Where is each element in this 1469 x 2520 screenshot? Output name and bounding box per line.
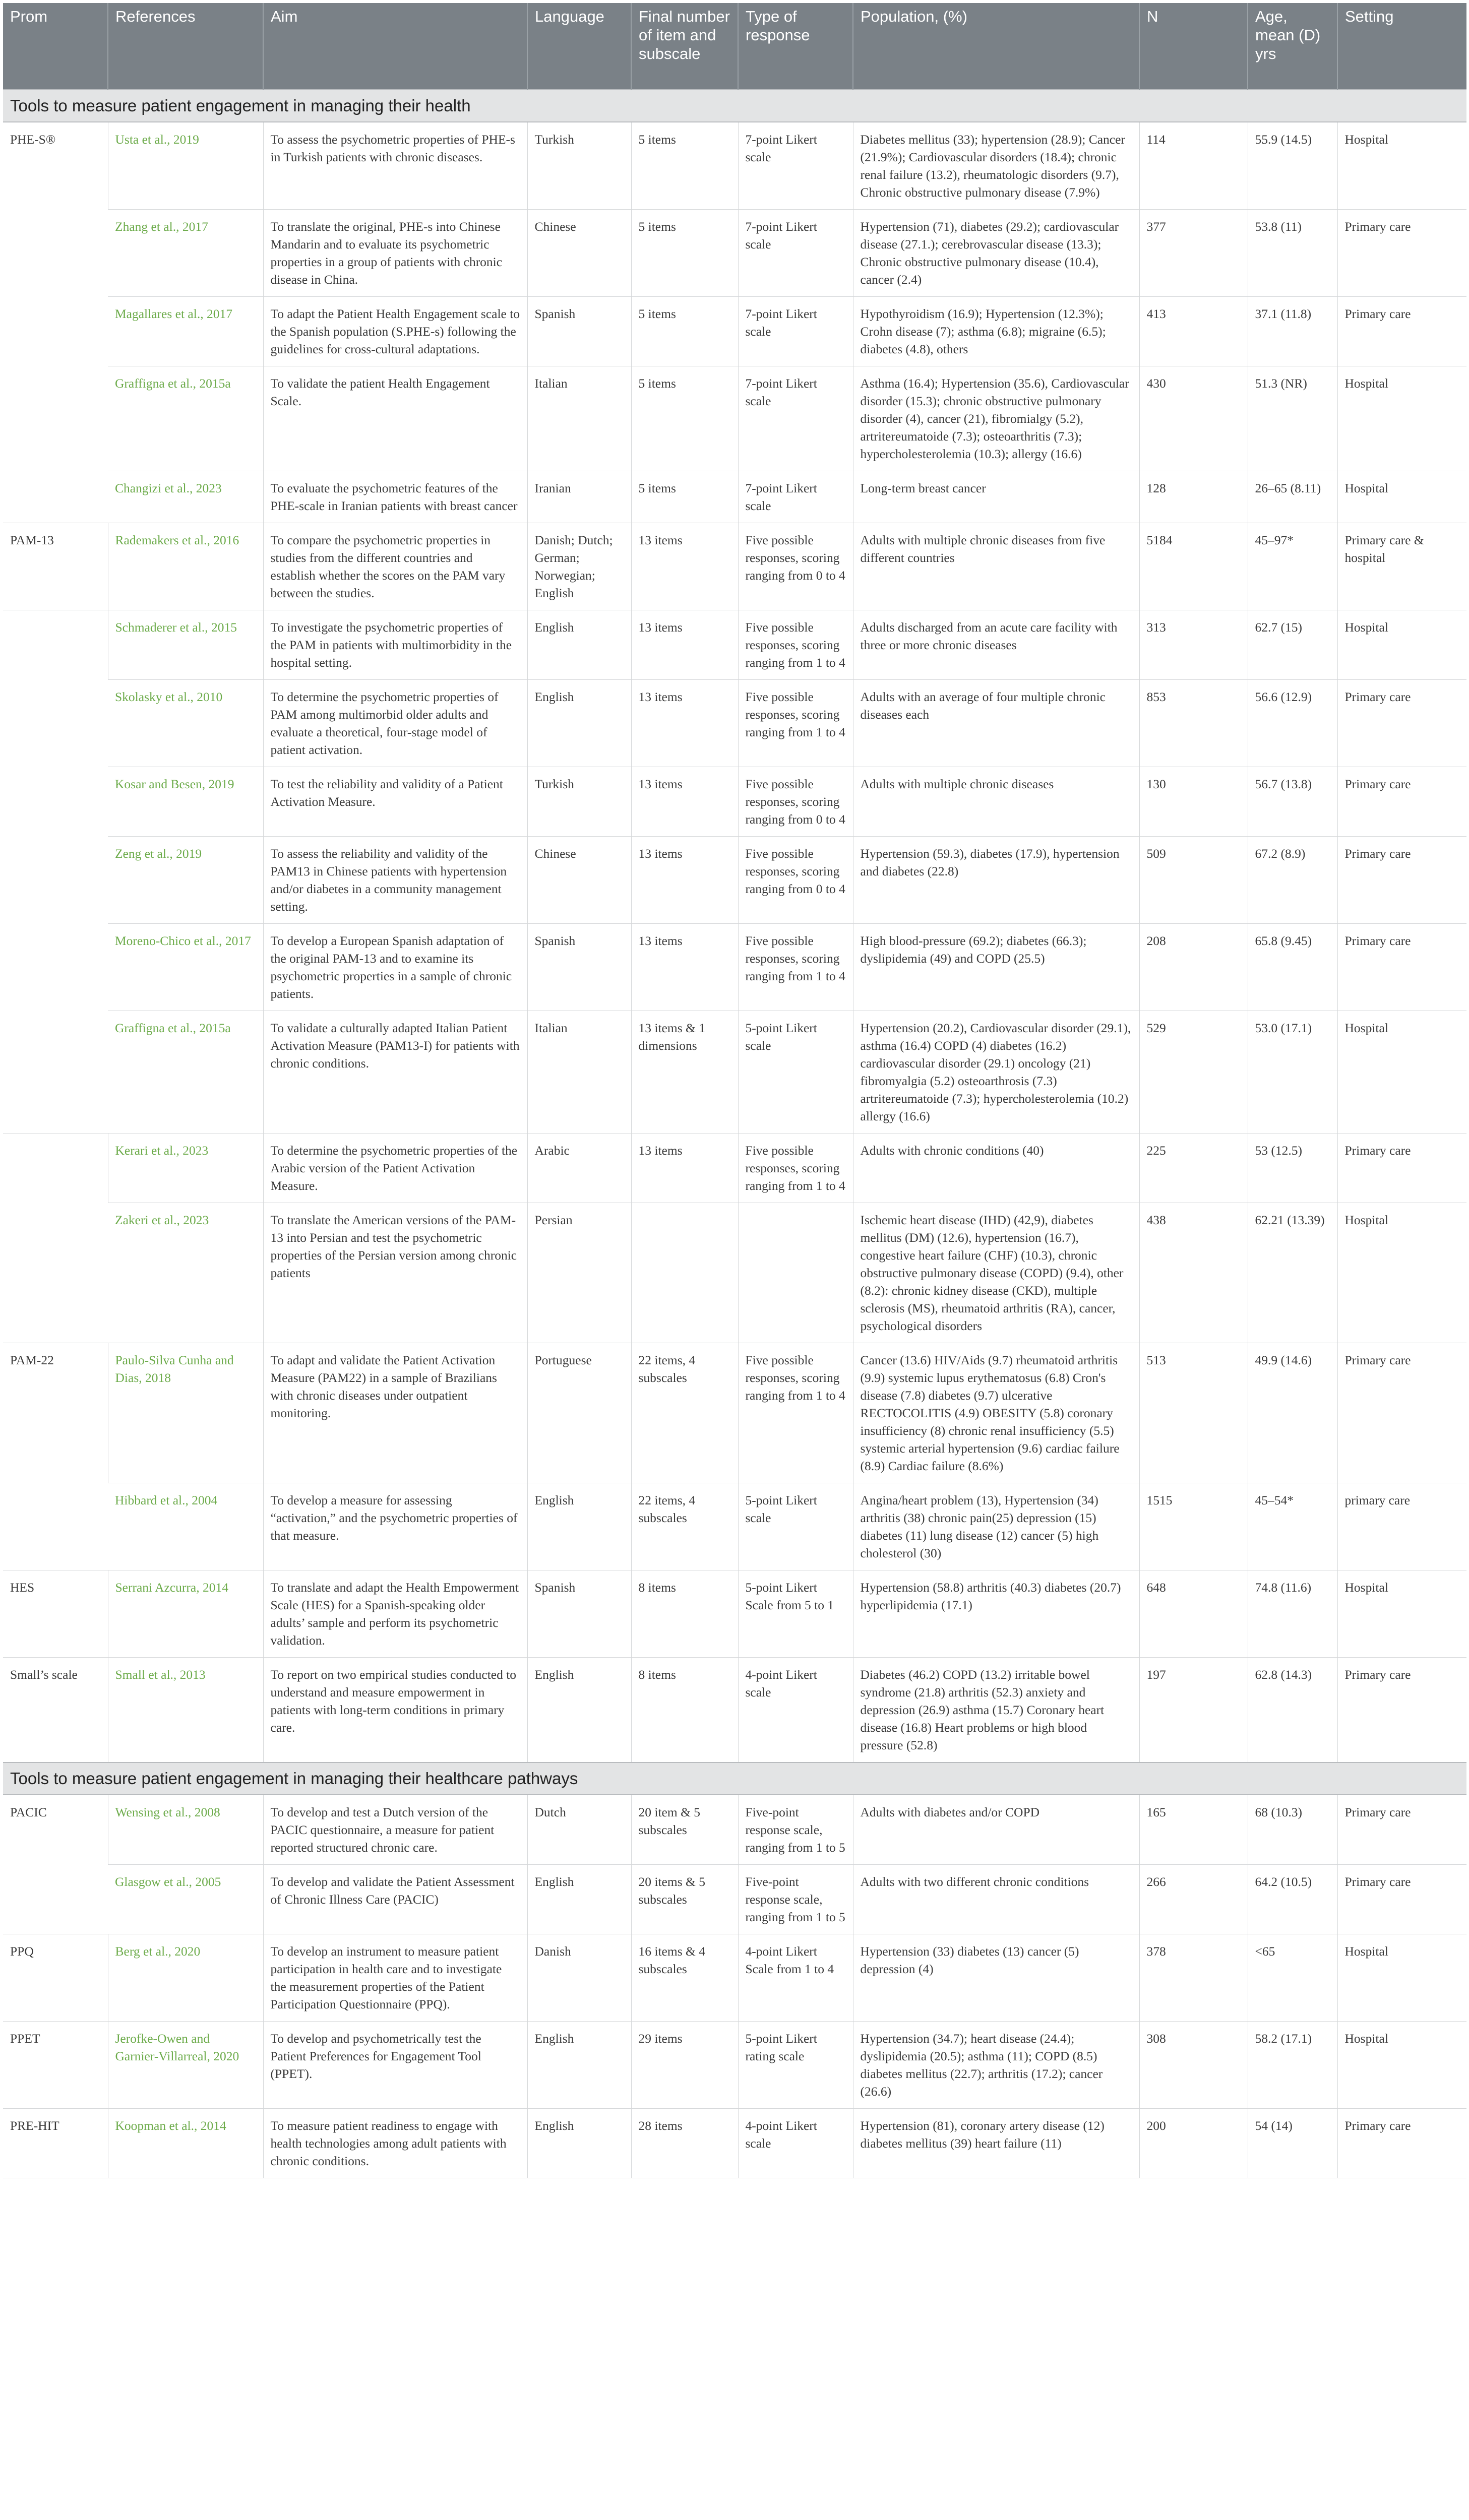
- population-cell: Adults with multiple chronic diseases: [853, 767, 1139, 837]
- response-type-cell: 5-point Likert scale: [738, 1011, 853, 1133]
- table-row: [3, 1203, 1466, 1343]
- language-cell: Portuguese: [527, 1343, 631, 1483]
- response-type-cell: 4-point Likert Scale from 1 to 4: [738, 1934, 853, 2022]
- section-title: Tools to measure patient engagement in managing their healthcare pathways: [3, 1762, 1466, 1795]
- reference-cell[interactable]: Zeng et al., 2019: [108, 837, 263, 924]
- response-type-cell: Five possible responses, scoring ranging from 0 to 4: [738, 837, 853, 924]
- n-cell: 200: [1139, 2109, 1248, 2178]
- language-cell: Chinese: [527, 837, 631, 924]
- n-cell: 513: [1139, 1343, 1248, 1483]
- age-cell: 56.7 (13.8): [1248, 767, 1337, 837]
- age-cell: 74.8 (11.6): [1248, 1570, 1337, 1658]
- age-cell: 67.2 (8.9): [1248, 837, 1337, 924]
- n-cell: 853: [1139, 680, 1248, 767]
- reference-cell[interactable]: Glasgow et al., 2005: [108, 1865, 263, 1934]
- reference-cell[interactable]: Zhang et al., 2017: [108, 210, 263, 297]
- table-row: [3, 210, 1466, 297]
- prom-cell: HES: [3, 1570, 108, 1658]
- age-cell: <65: [1248, 1934, 1337, 2022]
- aim-cell: To adapt the Patient Health Engagement scale to the Spanish population (S.PHE-s) following the guidelines for cross-cultural adaptations.: [263, 297, 527, 366]
- header-n: N: [1139, 3, 1248, 90]
- table-row: [3, 1570, 1466, 1658]
- header-items: Final number of item and subscale: [631, 3, 738, 90]
- setting-cell: Hospital: [1337, 1570, 1466, 1658]
- setting-cell: Primary care: [1337, 1795, 1466, 1865]
- reference-cell[interactable]: Hibbard et al., 2004: [108, 1483, 263, 1570]
- response-type-cell: [738, 1203, 853, 1343]
- setting-cell: Hospital: [1337, 122, 1466, 210]
- reference-cell[interactable]: Moreno-Chico et al., 2017: [108, 924, 263, 1011]
- setting-cell: Primary care: [1337, 1133, 1466, 1203]
- population-cell: Adults with diabetes and/or COPD: [853, 1795, 1139, 1865]
- items-cell: 13 items: [631, 523, 738, 610]
- aim-cell: To measure patient readiness to engage with health technologies among adult patients with chronic conditions.: [263, 2109, 527, 2178]
- prom-cell: PHE-S®: [3, 122, 108, 523]
- n-cell: 313: [1139, 610, 1248, 680]
- items-cell: 13 items: [631, 767, 738, 837]
- prom-cell: [3, 1133, 108, 1343]
- aim-cell: To assess the psychometric properties of PHE-s in Turkish patients with chronic diseases.: [263, 122, 527, 210]
- age-cell: 53.0 (17.1): [1248, 1011, 1337, 1133]
- table-row: [3, 924, 1466, 1011]
- aim-cell: To report on two empirical studies conducted to understand and measure empowerment in patients with long-term conditions in primary care.: [263, 1658, 527, 1763]
- language-cell: English: [527, 1865, 631, 1934]
- age-cell: 55.9 (14.5): [1248, 122, 1337, 210]
- language-cell: Italian: [527, 1011, 631, 1133]
- age-cell: 54 (14): [1248, 2109, 1337, 2178]
- items-cell: 20 items & 5 subscales: [631, 1865, 738, 1934]
- aim-cell: To develop and validate the Patient Assessment of Chronic Illness Care (PACIC): [263, 1865, 527, 1934]
- items-cell: [631, 1203, 738, 1343]
- reference-cell[interactable]: Usta et al., 2019: [108, 122, 263, 210]
- items-cell: 20 item & 5 subscales: [631, 1795, 738, 1865]
- prom-cell: PRE-HIT: [3, 2109, 108, 2178]
- reference-cell[interactable]: Skolasky et al., 2010: [108, 680, 263, 767]
- age-cell: 53 (12.5): [1248, 1133, 1337, 1203]
- language-cell: Spanish: [527, 1570, 631, 1658]
- reference-cell[interactable]: Rademakers et al., 2016: [108, 523, 263, 610]
- aim-cell: To develop a measure for assessing “activation,” and the psychometric properties of that measure.: [263, 1483, 527, 1570]
- reference-cell[interactable]: Schmaderer et al., 2015: [108, 610, 263, 680]
- response-type-cell: 7-point Likert scale: [738, 366, 853, 471]
- population-cell: Adults with multiple chronic diseases from five different countries: [853, 523, 1139, 610]
- language-cell: Italian: [527, 366, 631, 471]
- response-type-cell: Five possible responses, scoring ranging from 0 to 4: [738, 767, 853, 837]
- population-cell: Diabetes mellitus (33); hypertension (28.9); Cancer (21.9%); Cardiovascular disorders (18.4); chronic renal failure (13.2), rheumatologic disorders (9.7), Chronic obstructive pulmonary disease (7.9%): [853, 122, 1139, 210]
- response-type-cell: Five possible responses, scoring ranging from 0 to 4: [738, 523, 853, 610]
- n-cell: 197: [1139, 1658, 1248, 1763]
- items-cell: 5 items: [631, 210, 738, 297]
- setting-cell: Primary care: [1337, 837, 1466, 924]
- n-cell: 308: [1139, 2022, 1248, 2109]
- items-cell: 29 items: [631, 2022, 738, 2109]
- population-cell: Hypertension (59.3), diabetes (17.9), hypertension and diabetes (22.8): [853, 837, 1139, 924]
- reference-cell[interactable]: Wensing et al., 2008: [108, 1795, 263, 1865]
- items-cell: 8 items: [631, 1570, 738, 1658]
- age-cell: 64.2 (10.5): [1248, 1865, 1337, 1934]
- aim-cell: To translate the original, PHE-s into Chinese Mandarin and to evaluate its psychometric properties in a group of patients with chronic disease in China.: [263, 210, 527, 297]
- setting-cell: Primary care: [1337, 1865, 1466, 1934]
- setting-cell: Primary care: [1337, 680, 1466, 767]
- engagement-tools-table: [3, 3, 1466, 2178]
- prom-cell: PACIC: [3, 1795, 108, 1934]
- n-cell: 266: [1139, 1865, 1248, 1934]
- language-cell: Danish; Dutch; German; Norwegian; English: [527, 523, 631, 610]
- table-row: [3, 1795, 1466, 1865]
- items-cell: 5 items: [631, 471, 738, 523]
- response-type-cell: Five-point response scale, ranging from 1 to 5: [738, 1865, 853, 1934]
- table-row: [3, 122, 1466, 210]
- items-cell: 13 items: [631, 924, 738, 1011]
- aim-cell: To determine the psychometric properties of the Arabic version of the Patient Activation Measure.: [263, 1133, 527, 1203]
- age-cell: 49.9 (14.6): [1248, 1343, 1337, 1483]
- reference-cell[interactable]: Changizi et al., 2023: [108, 471, 263, 523]
- items-cell: 13 items: [631, 1133, 738, 1203]
- population-cell: Hypertension (33) diabetes (13) cancer (5) depression (4): [853, 1934, 1139, 2022]
- header-language: Language: [527, 3, 631, 90]
- setting-cell: Primary care: [1337, 767, 1466, 837]
- aim-cell: To develop and psychometrically test the Patient Preferences for Engagement Tool (PPET).: [263, 2022, 527, 2109]
- table-row: [3, 297, 1466, 366]
- table-row: [3, 2109, 1466, 2178]
- setting-cell: Hospital: [1337, 471, 1466, 523]
- n-cell: 1515: [1139, 1483, 1248, 1570]
- population-cell: Hypothyroidism (16.9); Hypertension (12.3%); Crohn disease (7); asthma (6.8); migraine (6.5); diabetes (4.8), others: [853, 297, 1139, 366]
- n-cell: 648: [1139, 1570, 1248, 1658]
- table-row: [3, 1133, 1466, 1203]
- n-cell: 529: [1139, 1011, 1248, 1133]
- items-cell: 22 items, 4 subscales: [631, 1343, 738, 1483]
- response-type-cell: 7-point Likert scale: [738, 210, 853, 297]
- aim-cell: To assess the reliability and validity of the PAM13 in Chinese patients with hypertension and/or diabetes in a community management setting.: [263, 837, 527, 924]
- response-type-cell: 5-point Likert scale: [738, 1483, 853, 1570]
- aim-cell: To develop and test a Dutch version of the PACIC questionnaire, a measure for patient reported structured chronic care.: [263, 1795, 527, 1865]
- table-row: [3, 1865, 1466, 1934]
- age-cell: 37.1 (11.8): [1248, 297, 1337, 366]
- age-cell: 45–97*: [1248, 523, 1337, 610]
- table-row: [3, 610, 1466, 680]
- aim-cell: To test the reliability and validity of a Patient Activation Measure.: [263, 767, 527, 837]
- header-prom: Prom: [3, 3, 108, 90]
- population-cell: Long-term breast cancer: [853, 471, 1139, 523]
- population-cell: Adults with chronic conditions (40): [853, 1133, 1139, 1203]
- n-cell: 128: [1139, 471, 1248, 523]
- prom-cell: PAM-22: [3, 1343, 108, 1570]
- response-type-cell: 5-point Likert Scale from 5 to 1: [738, 1570, 853, 1658]
- language-cell: Turkish: [527, 122, 631, 210]
- prom-cell: [3, 610, 108, 1133]
- language-cell: Spanish: [527, 924, 631, 1011]
- age-cell: 68 (10.3): [1248, 1795, 1337, 1865]
- setting-cell: Primary care & hospital: [1337, 523, 1466, 610]
- population-cell: Hypertension (20.2), Cardiovascular disorder (29.1), asthma (16.4) COPD (4) diabetes (16.2) cardiovascular disorder (29.1) oncology (21) fibromyalgia (5.2) osteoarthrosis (7.3) artritereumatoide (7.3); hypercholesterolemia (10.2) allergy (16.6): [853, 1011, 1139, 1133]
- age-cell: 45–54*: [1248, 1483, 1337, 1570]
- table-row: [3, 837, 1466, 924]
- language-cell: Turkish: [527, 767, 631, 837]
- prom-cell: Small’s scale: [3, 1658, 108, 1763]
- reference-cell[interactable]: Kerari et al., 2023: [108, 1133, 263, 1203]
- prom-cell: PPQ: [3, 1934, 108, 2022]
- header-age: Age, mean (D) yrs: [1248, 3, 1337, 90]
- table-row: [3, 2022, 1466, 2109]
- table-row: [3, 1658, 1466, 1763]
- n-cell: 509: [1139, 837, 1248, 924]
- reference-cell[interactable]: Jerofke-Owen and Garnier-Villarreal, 2020: [108, 2022, 263, 2109]
- items-cell: 8 items: [631, 1658, 738, 1763]
- setting-cell: Hospital: [1337, 2022, 1466, 2109]
- section-header-row: [3, 1762, 1466, 1795]
- table-row: [3, 680, 1466, 767]
- language-cell: Dutch: [527, 1795, 631, 1865]
- aim-cell: To validate a culturally adapted Italian Patient Activation Measure (PAM13-I) for patients with chronic conditions.: [263, 1011, 527, 1133]
- reference-cell[interactable]: Paulo-Silva Cunha and Dias, 2018: [108, 1343, 263, 1483]
- table-header-row: [3, 3, 1466, 90]
- population-cell: Hypertension (81), coronary artery disease (12) diabetes mellitus (39) heart failure (11): [853, 2109, 1139, 2178]
- population-cell: Angina/heart problem (13), Hypertension (34) arthritis (38) chronic pain(25) depression (15) diabetes (11) lung disease (12) cancer (5) high cholesterol (30): [853, 1483, 1139, 1570]
- setting-cell: primary care: [1337, 1483, 1466, 1570]
- header-setting: Setting: [1337, 3, 1466, 90]
- aim-cell: To translate and adapt the Health Empowerment Scale (HES) for a Spanish-speaking older adults’ sample and perform its psychometric validation.: [263, 1570, 527, 1658]
- header-response: Type of response: [738, 3, 853, 90]
- language-cell: English: [527, 2022, 631, 2109]
- n-cell: 413: [1139, 297, 1248, 366]
- response-type-cell: Five possible responses, scoring ranging from 1 to 4: [738, 680, 853, 767]
- language-cell: Arabic: [527, 1133, 631, 1203]
- header-references: References: [108, 3, 263, 90]
- n-cell: 378: [1139, 1934, 1248, 2022]
- reference-cell[interactable]: Kosar and Besen, 2019: [108, 767, 263, 837]
- response-type-cell: Five-point response scale, ranging from 1 to 5: [738, 1795, 853, 1865]
- response-type-cell: Five possible responses, scoring ranging from 1 to 4: [738, 924, 853, 1011]
- section-title: Tools to measure patient engagement in managing their health: [3, 90, 1466, 122]
- population-cell: Hypertension (34.7); heart disease (24.4); dyslipidemia (20.5); asthma (11); COPD (8.5) diabetes mellitus (22.7); arthritis (17.2); cancer (26.6): [853, 2022, 1139, 2109]
- aim-cell: To develop an instrument to measure patient participation in health care and to investigate the measurement properties of the Patient Participation Questionnaire (PPQ).: [263, 1934, 527, 2022]
- aim-cell: To develop a European Spanish adaptation of the original PAM-13 and to examine its psychometric properties in a sample of chronic patients.: [263, 924, 527, 1011]
- reference-cell[interactable]: Zakeri et al., 2023: [108, 1203, 263, 1343]
- items-cell: 22 items, 4 subscales: [631, 1483, 738, 1570]
- items-cell: 5 items: [631, 122, 738, 210]
- n-cell: 438: [1139, 1203, 1248, 1343]
- age-cell: 58.2 (17.1): [1248, 2022, 1337, 2109]
- reference-cell[interactable]: Graffigna et al., 2015a: [108, 1011, 263, 1133]
- n-cell: 165: [1139, 1795, 1248, 1865]
- reference-cell[interactable]: Graffigna et al., 2015a: [108, 366, 263, 471]
- header-population: Population, (%): [853, 3, 1139, 90]
- aim-cell: To investigate the psychometric properties of the PAM in patients with multimorbidity in the hospital setting.: [263, 610, 527, 680]
- aim-cell: To validate the patient Health Engagement Scale.: [263, 366, 527, 471]
- setting-cell: Primary care: [1337, 2109, 1466, 2178]
- language-cell: English: [527, 610, 631, 680]
- setting-cell: Primary care: [1337, 1658, 1466, 1763]
- reference-cell[interactable]: Serrani Azcurra, 2014: [108, 1570, 263, 1658]
- aim-cell: To translate the American versions of the PAM-13 into Persian and test the psychometric properties of the Persian version among chronic patients: [263, 1203, 527, 1343]
- items-cell: 13 items: [631, 837, 738, 924]
- age-cell: 26–65 (8.11): [1248, 471, 1337, 523]
- response-type-cell: Five possible responses, scoring ranging from 1 to 4: [738, 1343, 853, 1483]
- section-header-row: [3, 90, 1466, 122]
- table-row: [3, 767, 1466, 837]
- language-cell: Iranian: [527, 471, 631, 523]
- table-body: [3, 90, 1466, 2178]
- population-cell: Cancer (13.6) HIV/Aids (9.7) rheumatoid arthritis (9.9) systemic lupus erythematosus (6.8) Cron's disease (7.8) diabetes (9.7) ulcerative RECTOCOLITIS (4.9) OBESITY (5.8) coronary insufficiency (8) chronic renal insufficiency (5.5) systemic arterial hypertension (9.6) cardiac failure (8.9) Cardiac failure (8.6%): [853, 1343, 1139, 1483]
- table-row: [3, 1934, 1466, 2022]
- response-type-cell: 5-point Likert rating scale: [738, 2022, 853, 2109]
- n-cell: 5184: [1139, 523, 1248, 610]
- setting-cell: Hospital: [1337, 1203, 1466, 1343]
- response-type-cell: 7-point Likert scale: [738, 297, 853, 366]
- aim-cell: To determine the psychometric properties of PAM among multimorbid older adults and evaluate a theoretical, four-stage model of patient activation.: [263, 680, 527, 767]
- setting-cell: Hospital: [1337, 610, 1466, 680]
- aim-cell: To adapt and validate the Patient Activation Measure (PAM22) in a sample of Brazilians with chronic diseases under outpatient monitoring.: [263, 1343, 527, 1483]
- response-type-cell: Five possible responses, scoring ranging from 1 to 4: [738, 1133, 853, 1203]
- items-cell: 5 items: [631, 366, 738, 471]
- reference-cell[interactable]: Magallares et al., 2017: [108, 297, 263, 366]
- table-row: [3, 471, 1466, 523]
- population-cell: Asthma (16.4); Hypertension (35.6), Cardiovascular disorder (15.3); chronic obstructive pulmonary disorder (4), cancer (21), fibromialgy (5.2), artritereumatoide (7.3); osteoarthritis (7.3); hypercholesterolemia (10.3); allergy (16.6): [853, 366, 1139, 471]
- age-cell: 62.8 (14.3): [1248, 1658, 1337, 1763]
- items-cell: 5 items: [631, 297, 738, 366]
- items-cell: 16 items & 4 subscales: [631, 1934, 738, 2022]
- prom-cell: PAM-13: [3, 523, 108, 610]
- reference-cell[interactable]: Koopman et al., 2014: [108, 2109, 263, 2178]
- setting-cell: Hospital: [1337, 366, 1466, 471]
- table-row: [3, 366, 1466, 471]
- language-cell: English: [527, 680, 631, 767]
- aim-cell: To compare the psychometric properties in studies from the different countries and establish whether the scores on the PAM vary between the studies.: [263, 523, 527, 610]
- response-type-cell: Five possible responses, scoring ranging from 1 to 4: [738, 610, 853, 680]
- language-cell: English: [527, 1483, 631, 1570]
- age-cell: 62.21 (13.39): [1248, 1203, 1337, 1343]
- population-cell: High blood-pressure (69.2); diabetes (66.3); dyslipidemia (49) and COPD (25.5): [853, 924, 1139, 1011]
- response-type-cell: 4-point Likert scale: [738, 1658, 853, 1763]
- setting-cell: Hospital: [1337, 1934, 1466, 2022]
- population-cell: Adults with two different chronic conditions: [853, 1865, 1139, 1934]
- setting-cell: Hospital: [1337, 1011, 1466, 1133]
- table-row: [3, 1011, 1466, 1133]
- reference-cell[interactable]: Berg et al., 2020: [108, 1934, 263, 2022]
- n-cell: 208: [1139, 924, 1248, 1011]
- n-cell: 430: [1139, 366, 1248, 471]
- population-cell: Adults with an average of four multiple chronic diseases each: [853, 680, 1139, 767]
- language-cell: Chinese: [527, 210, 631, 297]
- population-cell: Adults discharged from an acute care facility with three or more chronic diseases: [853, 610, 1139, 680]
- response-type-cell: 7-point Likert scale: [738, 122, 853, 210]
- language-cell: Spanish: [527, 297, 631, 366]
- language-cell: English: [527, 1658, 631, 1763]
- age-cell: 56.6 (12.9): [1248, 680, 1337, 767]
- n-cell: 130: [1139, 767, 1248, 837]
- items-cell: 28 items: [631, 2109, 738, 2178]
- table-row: [3, 1343, 1466, 1483]
- age-cell: 65.8 (9.45): [1248, 924, 1337, 1011]
- setting-cell: Primary care: [1337, 210, 1466, 297]
- language-cell: Danish: [527, 1934, 631, 2022]
- setting-cell: Primary care: [1337, 1343, 1466, 1483]
- population-cell: Hypertension (58.8) arthritis (40.3) diabetes (20.7) hyperlipidemia (17.1): [853, 1570, 1139, 1658]
- response-type-cell: 4-point Likert scale: [738, 2109, 853, 2178]
- population-cell: Ischemic heart disease (IHD) (42,9), diabetes mellitus (DM) (12.6), hypertension (16.7), congestive heart failure (CHF) (10.3), chronic obstructive pulmonary disease (COPD) (9.4), other (8.2): chronic kidney disease (CKD), multiple sclerosis (MS), rheumatoid arthritis (RA), cancer, psychological disorders: [853, 1203, 1139, 1343]
- response-type-cell: 7-point Likert scale: [738, 471, 853, 523]
- items-cell: 13 items & 1 dimensions: [631, 1011, 738, 1133]
- items-cell: 13 items: [631, 610, 738, 680]
- header-aim: Aim: [263, 3, 527, 90]
- population-cell: Hypertension (71), diabetes (29.2); cardiovascular disease (27.1.); cerebrovascular disease (13.3); Chronic obstructive pulmonary disease (10.4), cancer (2.4): [853, 210, 1139, 297]
- setting-cell: Primary care: [1337, 924, 1466, 1011]
- table-row: [3, 1483, 1466, 1570]
- n-cell: 377: [1139, 210, 1248, 297]
- language-cell: Persian: [527, 1203, 631, 1343]
- items-cell: 13 items: [631, 680, 738, 767]
- aim-cell: To evaluate the psychometric features of the PHE-scale in Iranian patients with breast cancer: [263, 471, 527, 523]
- table-row: [3, 523, 1466, 610]
- reference-cell[interactable]: Small et al., 2013: [108, 1658, 263, 1763]
- setting-cell: Primary care: [1337, 297, 1466, 366]
- age-cell: 51.3 (NR): [1248, 366, 1337, 471]
- language-cell: English: [527, 2109, 631, 2178]
- age-cell: 53.8 (11): [1248, 210, 1337, 297]
- age-cell: 62.7 (15): [1248, 610, 1337, 680]
- n-cell: 225: [1139, 1133, 1248, 1203]
- population-cell: Diabetes (46.2) COPD (13.2) irritable bowel syndrome (21.8) arthritis (52.3) anxiety and depression (26.9) asthma (15.7) Coronary heart disease (16.8) Heart problems or high blood pressure (52.8): [853, 1658, 1139, 1763]
- prom-cell: PPET: [3, 2022, 108, 2109]
- n-cell: 114: [1139, 122, 1248, 210]
